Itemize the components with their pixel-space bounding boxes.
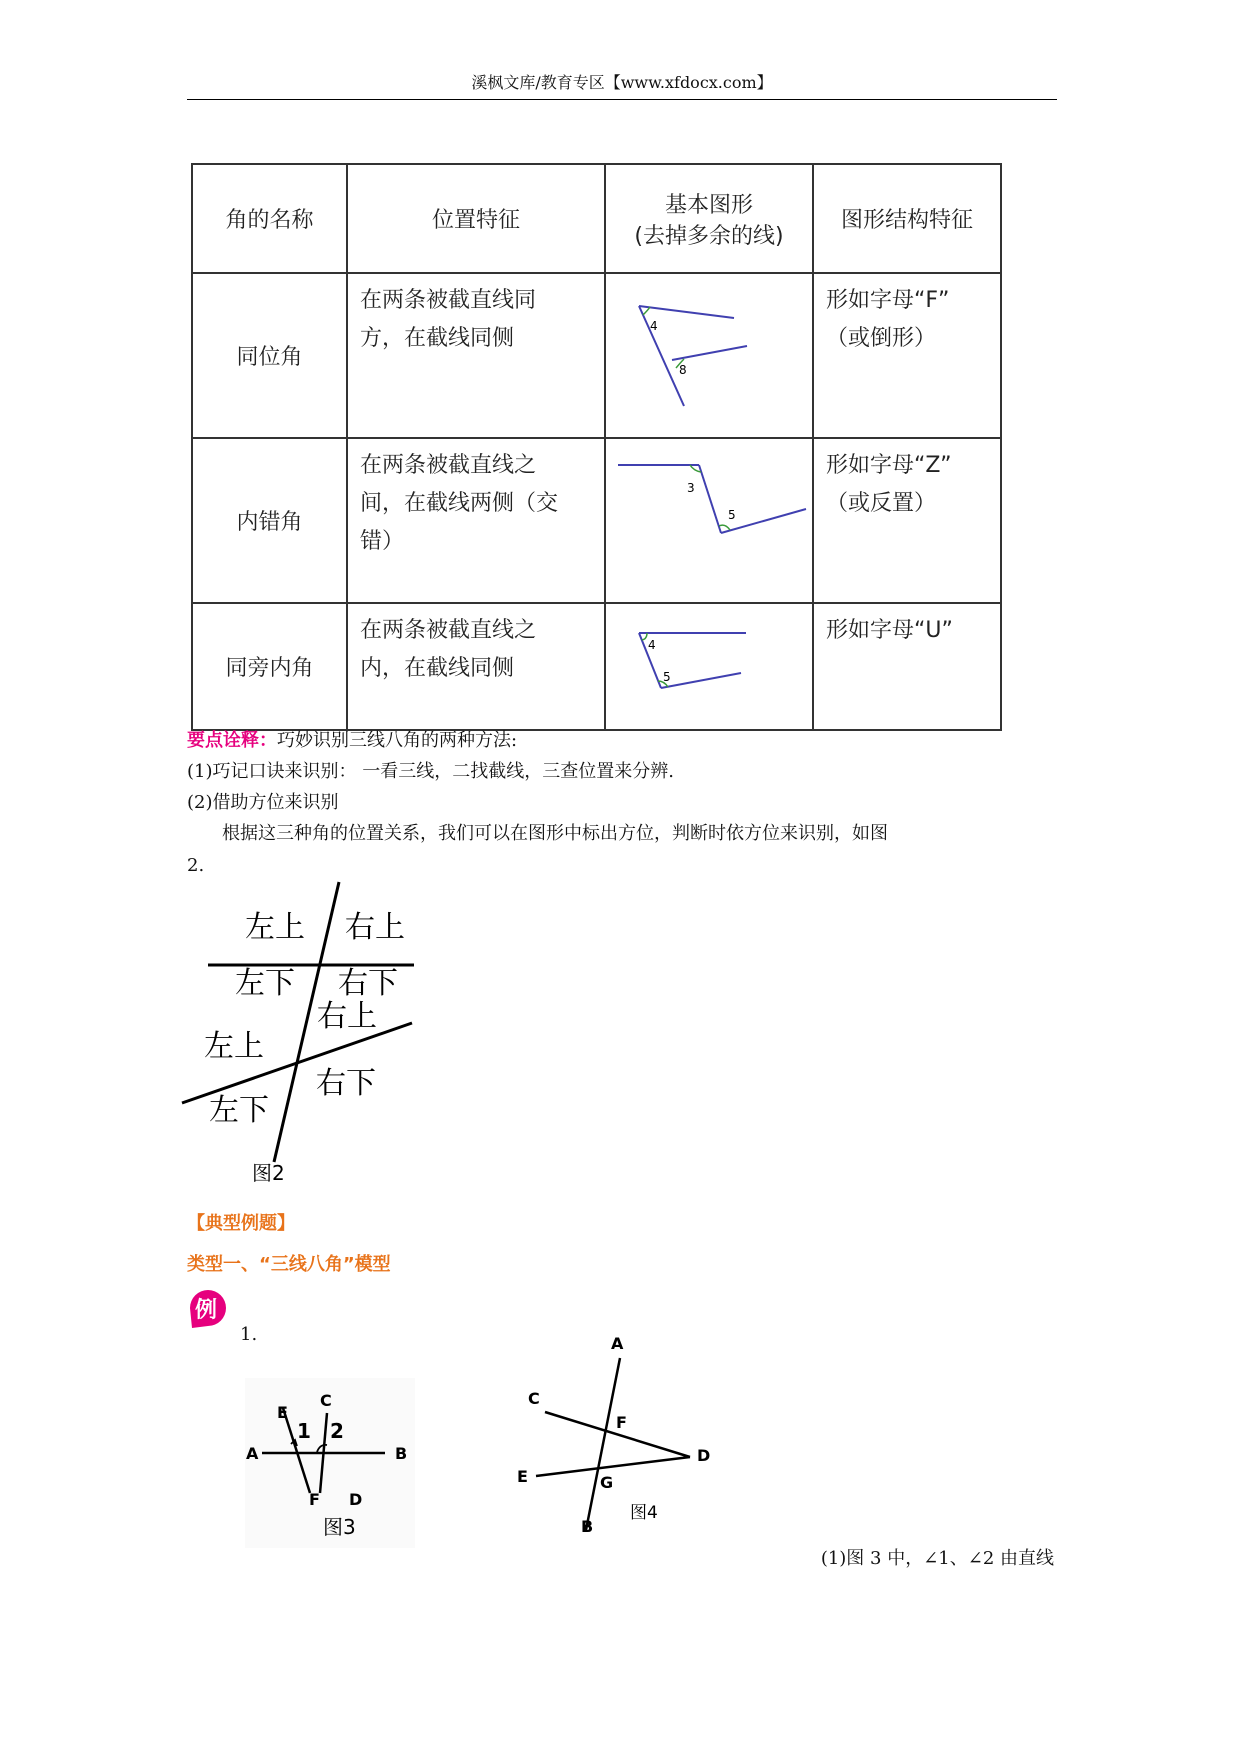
row-feature — [813, 438, 1001, 603]
point-label: E — [277, 1403, 288, 1422]
point-label: F — [309, 1490, 320, 1509]
direction-label: 右上 — [317, 999, 377, 1034]
method-two-description: 根据这三种角的位置关系，我们可以在图形中标出方位，判断时依方位来识别，如图 — [222, 823, 888, 844]
row-figure — [605, 603, 813, 730]
note-text: 巧妙识别三线八角的两种方法: — [277, 730, 518, 751]
type-one-heading: 类型一、“三线八角”模型 — [187, 1254, 391, 1275]
point-label: B — [581, 1517, 594, 1536]
position-line: 间，在截线两侧（交 — [360, 491, 559, 516]
figure-3-caption: 图3 — [323, 1515, 356, 1539]
feature-line: 形如字母“Z” — [826, 453, 952, 478]
point-label: C — [320, 1391, 332, 1410]
page-header: 溪枫文库/教育专区【www.xfdocx.com】 — [187, 70, 1057, 100]
direction-label: 左上 — [245, 910, 305, 945]
figure-2-direction-diagram — [180, 880, 420, 1190]
point-label: D — [697, 1446, 711, 1465]
direction-label: 左下 — [235, 966, 295, 1001]
figure-4-caption: 图4 — [630, 1503, 658, 1523]
header-basic-figure — [605, 164, 813, 273]
point-label: G — [600, 1473, 614, 1492]
position-line: 在两条被截直线之 — [360, 618, 537, 643]
point-label: A — [611, 1334, 624, 1353]
feature-line: 形如字母“F” — [826, 288, 950, 313]
figure-label: 5 — [728, 508, 736, 522]
direction-label: 右下 — [316, 1066, 376, 1101]
direction-label: 右上 — [345, 910, 405, 945]
position-line: 错） — [360, 529, 405, 554]
figure-label: 4 — [648, 638, 656, 652]
example-badge-label: 例 — [195, 1298, 218, 1323]
position-line: 在两条被截直线之 — [360, 453, 537, 478]
position-line: 方，在截线同侧 — [360, 326, 515, 351]
angle-table — [191, 163, 1002, 731]
row-figure — [605, 273, 813, 438]
header-basic-figure-line2: (去掉多余的线) — [634, 223, 784, 249]
position-line: 在两条被截直线同 — [360, 288, 537, 313]
row-position — [347, 603, 605, 730]
method-two-description-end: 2. — [187, 855, 205, 876]
example-number: 1. — [240, 1324, 258, 1345]
position-line: 内，在截线同侧 — [360, 656, 515, 681]
table-header-row — [192, 164, 1001, 273]
point-label: B — [395, 1444, 408, 1463]
row-feature — [813, 603, 1001, 730]
same-side-interior-angles-figure — [606, 604, 812, 723]
figure-3 — [245, 1378, 415, 1548]
method-one: (1)巧记口诀来识别： 一看三线，二找截线，三查位置来分辨. — [187, 761, 674, 782]
figure-label: 3 — [687, 481, 695, 495]
figure-label: 4 — [650, 319, 658, 333]
question-line: (1)图 3 中，∠1、∠2 由直线 — [820, 1548, 1054, 1569]
note-line — [187, 726, 517, 756]
row-position — [347, 438, 605, 603]
feature-line: 形如字母“U” — [826, 618, 953, 643]
example-badge — [186, 1286, 230, 1330]
header-position: 位置特征 — [347, 164, 605, 273]
point-label: D — [349, 1490, 363, 1509]
feature-line: （或倒形） — [826, 326, 937, 351]
figure-4 — [500, 1330, 760, 1550]
row-figure — [605, 438, 813, 603]
direction-label: 左上 — [204, 1029, 264, 1064]
header-angle-name: 角的名称 — [192, 164, 347, 273]
point-label: E — [517, 1467, 528, 1486]
alternate-angles-figure — [606, 439, 812, 596]
angle-label: 2 — [330, 1419, 344, 1443]
table-row — [192, 273, 1001, 438]
feature-line: （或反置） — [826, 491, 937, 516]
table-row — [192, 438, 1001, 603]
direction-label: 右下 — [338, 966, 398, 1001]
direction-label: 左下 — [209, 1093, 269, 1128]
row-position — [347, 273, 605, 438]
method-two: (2)借助方位来识别 — [187, 792, 339, 813]
row-name: 同旁内角 — [192, 603, 347, 730]
point-label: A — [246, 1444, 259, 1463]
point-label: F — [616, 1413, 627, 1432]
corresponding-angles-figure — [606, 274, 812, 431]
row-feature — [813, 273, 1001, 438]
angle-label: 1 — [297, 1419, 311, 1443]
point-label: C — [528, 1389, 540, 1408]
figure-label: 8 — [679, 363, 687, 377]
table-row — [192, 603, 1001, 730]
note-title: 要点诠释： — [187, 730, 277, 751]
typical-examples-heading: 【典型例题】 — [187, 1213, 295, 1234]
header-basic-figure-line1: 基本图形 — [664, 192, 753, 218]
row-name: 内错角 — [192, 438, 347, 603]
row-name: 同位角 — [192, 273, 347, 438]
header-structure: 图形结构特征 — [813, 164, 1001, 273]
figure-2-caption: 图2 — [252, 1161, 285, 1185]
figure-label: 5 — [663, 670, 671, 684]
